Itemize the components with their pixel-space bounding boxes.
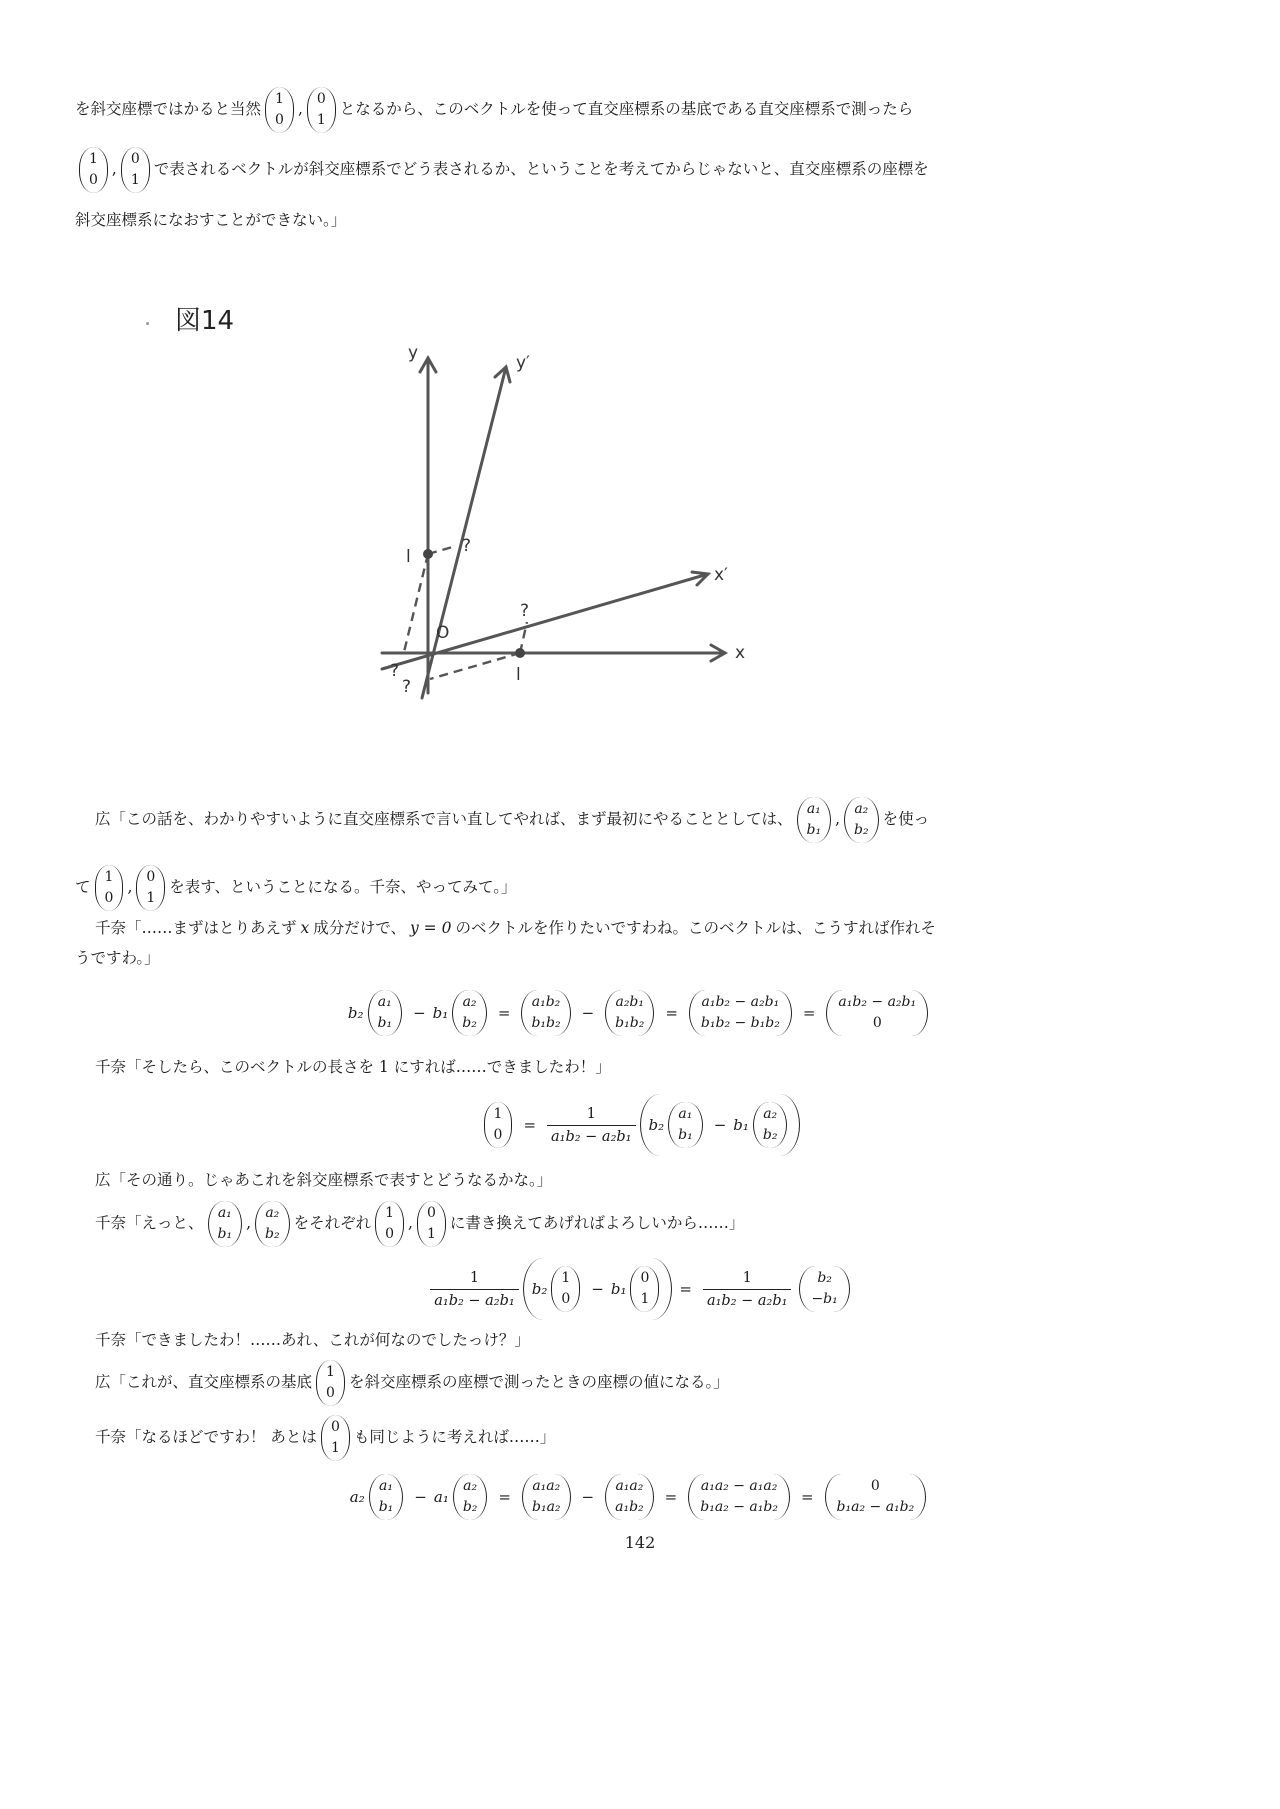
column-vector: 0 1 bbox=[121, 147, 150, 193]
text: を表す、ということになる。千奈、やってみて。」 bbox=[169, 878, 517, 897]
column-vector: 1 0 bbox=[95, 865, 124, 911]
dialogue-line: 千奈「えっと、 a₁ b₁ , a₂ b₂ をそれぞれ 1 0 , 0 1 に書き換えてあげればよろしいから……」 bbox=[95, 1196, 1225, 1252]
column-vector: 0 1 bbox=[136, 865, 165, 911]
text: を斜交座標ではかると当然 bbox=[75, 100, 262, 119]
parenthesized-expression: b₂ 1 0 − b₁ 0 1 bbox=[523, 1258, 673, 1320]
column-vector: a₂ b₂ bbox=[452, 990, 487, 1036]
text: 斜交座標系になおすことができない。」 bbox=[75, 211, 347, 230]
dialogue-line: 千奈「できましたわ！……あれ、これが何なのでしたっけ？」 bbox=[95, 1331, 530, 1350]
axis-label-y-prime: y′ bbox=[516, 353, 530, 373]
scan-dot bbox=[146, 322, 149, 325]
dialogue-line: 広「この話を、わかりやすいように直交座標系で言い直してやれば、まず最初にやることとしては、 a₁ b₁ , a₂ b₂ を使っ bbox=[95, 792, 1225, 848]
text: 広「この話を、わかりやすいように直交座標系で言い直してやれば、まず最初にやることとしては、 bbox=[95, 810, 793, 829]
equation: b₂ a₁ b₁ − b₁ a₂ b₂ = a₁b₂ b₁b₂ − a₂b₁ b₁b₂ = a₁b₂ − a₂b₁ b₁b₂ − b₁b₂ = a₁b₂ − a₂b₁ 0 bbox=[0, 985, 1280, 1041]
y-prime-axis bbox=[422, 367, 506, 698]
column-vector: 0 b₁a₂ − a₁b₂ bbox=[825, 1474, 927, 1520]
text: で表されるベクトルが斜交座標系でどう表されるか、ということを考えてからじゃないと、直交座標系の座標を bbox=[153, 160, 929, 179]
dashed-guide bbox=[430, 653, 520, 679]
paragraph-line: 1 0 , 0 1 で表されるベクトルが斜交座標系でどう表されるか、ということを考えてからじゃないと、直交座標系の座標を bbox=[75, 142, 1205, 198]
equation: 1 0 = $\frac{1}{\text{a₁b₂ − a₂b₁}}$ b₂ a₁ b₁ − b₁ a₂ b₂ bbox=[0, 1090, 1280, 1160]
column-vector: 0 1 bbox=[321, 1415, 350, 1461]
column-vector: 1 0 bbox=[265, 87, 294, 133]
column-vector: 1 0 bbox=[79, 147, 108, 193]
column-vector: a₁a₂ a₁b₂ bbox=[605, 1474, 654, 1520]
column-vector: 1 0 bbox=[375, 1201, 404, 1247]
oblique-coordinate-diagram bbox=[370, 340, 750, 710]
unit-point-y bbox=[423, 549, 433, 559]
column-vector: 1 0 bbox=[484, 1102, 513, 1148]
column-vector: a₂b₁ b₁b₂ bbox=[605, 990, 654, 1036]
dialogue-line: 千奈「なるほどですわ！ あとは 0 1 も同じように考えれば……」 bbox=[95, 1410, 1225, 1466]
column-vector: 1 0 bbox=[316, 1360, 345, 1406]
unit-label-y: l bbox=[406, 547, 411, 567]
x-prime-axis bbox=[382, 574, 708, 669]
column-vector: a₁b₂ b₁b₂ bbox=[521, 990, 570, 1036]
equation: $\frac{1}{\text{a₁b₂ − a₂b₁}}$ b₂ 1 0 − b₁ 0 1 = $\frac{1}{\text{a₁b₂ − a₂b₁}}$ b₂ −b₁ bbox=[0, 1256, 1280, 1322]
column-vector: 0 1 bbox=[307, 87, 336, 133]
dialogue-line: 千奈「そしたら、このベクトルの長さを 1 にすれば……できましたわ！」 bbox=[95, 1058, 611, 1077]
fraction: $\frac{1}{\text{a₁b₂ − a₂b₁}}$ bbox=[703, 1270, 791, 1309]
dashed-guide bbox=[403, 554, 428, 656]
column-vector: 1 0 bbox=[551, 1266, 580, 1312]
column-vector: a₁ b₁ bbox=[797, 797, 832, 843]
column-vector: a₁ b₁ bbox=[668, 1102, 703, 1148]
dialogue-line: 広「その通り。じゃあこれを斜交座標系で表すとどうなるかな。」 bbox=[95, 1171, 553, 1190]
dialogue-line: 千奈「……まずはとりあえず x 成分だけで、 y = 0 のベクトルを作りたいですわね。このベクトルは、こうすれば作れそ bbox=[95, 919, 936, 938]
column-vector: a₂ b₂ bbox=[753, 1102, 788, 1148]
question-mark: ? bbox=[520, 601, 530, 621]
column-vector: b₂ −b₁ bbox=[799, 1266, 849, 1312]
figure-label: 図14 bbox=[175, 306, 235, 336]
column-vector: a₁ b₁ bbox=[369, 1474, 404, 1520]
axis-label-x-prime: x′ bbox=[714, 565, 728, 585]
unit-label-x: l bbox=[516, 665, 521, 685]
page-number: 142 bbox=[624, 1533, 656, 1552]
fraction: $\frac{1}{\text{a₁b₂ − a₂b₁}}$ bbox=[430, 1270, 518, 1309]
axis-label-y: y bbox=[408, 343, 419, 363]
column-vector: a₁a₂ − a₁a₂ b₁a₂ − a₁b₂ bbox=[688, 1474, 790, 1520]
column-vector: 0 1 bbox=[417, 1201, 446, 1247]
column-vector: a₁b₂ − a₂b₁ b₁b₂ − b₁b₂ bbox=[689, 990, 792, 1036]
equation: a₂ a₁ b₁ − a₁ a₂ b₂ = a₁a₂ b₁a₂ − a₁a₂ a₁b₂ = a₁a₂ − a₁a₂ b₁a₂ − a₁b₂ = 0 b₁a₂ − a₁b₂ bbox=[0, 1469, 1280, 1525]
column-vector: 0 1 bbox=[630, 1266, 659, 1312]
fraction: $\frac{1}{\text{a₁b₂ − a₂b₁}}$ bbox=[547, 1106, 635, 1145]
column-vector: a₂ b₂ bbox=[844, 797, 879, 843]
column-vector: a₂ b₂ bbox=[453, 1474, 488, 1520]
unit-point-x bbox=[515, 648, 525, 658]
axis-label-x: x bbox=[735, 643, 746, 663]
column-vector: a₁b₂ − a₂b₁ 0 bbox=[826, 990, 928, 1036]
question-mark: ? bbox=[390, 661, 400, 681]
column-vector: a₁a₂ b₁a₂ bbox=[522, 1474, 571, 1520]
dialogue-line: うですわ。」 bbox=[75, 949, 160, 968]
column-vector: a₁ b₁ bbox=[208, 1201, 243, 1247]
column-vector: a₂ b₂ bbox=[255, 1201, 290, 1247]
paragraph-line: を斜交座標ではかると当然 1 0 , 0 1 となるから、このベクトルを使って直交座標系の基底である直交座標系で測ったら bbox=[75, 82, 1205, 138]
dialogue-line: て 1 0 , 0 1 を表す、ということになる。千奈、やってみて。」 bbox=[75, 860, 1205, 916]
parenthesized-expression: b₂ a₁ b₁ − b₁ a₂ b₂ bbox=[640, 1094, 801, 1156]
column-vector: a₁ b₁ bbox=[368, 990, 403, 1036]
question-mark: ? bbox=[462, 536, 472, 556]
text: を使っ bbox=[882, 810, 930, 829]
question-mark: ? bbox=[402, 677, 412, 697]
text: て bbox=[75, 878, 91, 897]
origin-label: O bbox=[436, 623, 450, 643]
text: となるから、このベクトルを使って直交座標系の基底である直交座標系で測ったら bbox=[339, 100, 914, 119]
paragraph-line bbox=[75, 210, 1205, 232]
dialogue-line: 広「これが、直交座標系の基底 1 0 を斜交座標系の座標で測ったときの座標の値になる。」 bbox=[95, 1355, 1225, 1411]
